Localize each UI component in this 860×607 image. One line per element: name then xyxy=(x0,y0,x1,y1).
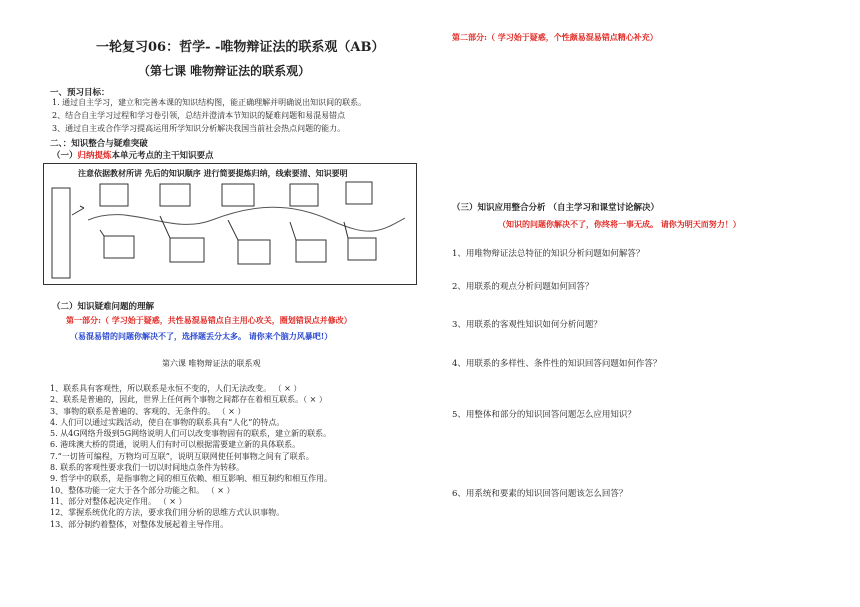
diagram-wave-line xyxy=(88,207,405,231)
diagram-box-top-1 xyxy=(100,184,128,206)
section2-heading: 二、：知识整合与疑难突破 xyxy=(50,139,148,149)
judgment-item: 1、联系具有客观性，所以联系是永恒不变的，人们无法改变。 （ × ） xyxy=(50,384,302,393)
section1-heading: 一、预习目标： xyxy=(50,88,110,98)
diagram-main-box xyxy=(52,188,70,278)
diagram-box-top-3 xyxy=(222,184,254,206)
diagram-arrow-head xyxy=(80,206,84,208)
sub1-highlight: 归纳提炼 xyxy=(77,151,112,161)
judgment-item: 3、事物的联系是普遍的、客观的、无条件的。 （ × ） xyxy=(50,406,246,416)
judgment-item: 7.“一切皆可编程，万物均可互联”，说明互联网使任何事物之间有了联系。 xyxy=(50,451,314,461)
diagram-box-bottom-1 xyxy=(104,236,134,258)
diagram-box-bottom-2 xyxy=(170,238,204,262)
diagram-connector xyxy=(100,230,104,236)
diagram-box-bottom-3 xyxy=(238,240,270,264)
sub1-rest: 本单元考点的主干知识要点 xyxy=(111,151,214,161)
judgment-item: 12、掌握系统优化的方法，要求我们用分析的思维方式认识事物。 xyxy=(50,508,285,518)
sub1-prefix: （一） xyxy=(52,151,78,161)
judgment-item: 4. 人们可以通过实践活动，使自在事物的联系具有“人化”的特点。 xyxy=(50,417,285,427)
part1-instruction: 第一部分:（ 学习始于疑惑，共性易混易错点自主用心攻关，圈划错误点并修改） xyxy=(66,315,352,325)
judgment-item: 6. 港珠澳大桥的贯通，说明人们有时可以根据需要建立新的具体联系。 xyxy=(50,440,301,450)
diagram-box-bottom-4 xyxy=(296,240,326,262)
diagram-box-top-5 xyxy=(346,182,372,204)
judgment-list xyxy=(50,383,332,530)
diagram-note: 注意依据教材所讲 先后的知识顺序 进行简要提炼归纳，线索要清、知识要明 xyxy=(78,168,348,178)
judgment-item: 11、部分对整体起决定作用。 （ × ） xyxy=(50,496,187,506)
page-subtitle: （第七课 唯物辩证法的联系观） xyxy=(138,64,311,78)
question-item: 1、用唯物辩证法总特征的知识分析问题如何解答？ xyxy=(452,249,645,259)
goal-item: 1. 通过自主学习，建立和完善本课的知识结构图，能正确理解并明确说出知识间的联系。 xyxy=(52,98,367,107)
judgment-item: 5. 从4G网络升级到5G网络说明人们可以改变事物固有的联系，建立新的联系。 xyxy=(50,429,332,439)
question-item: 4、用联系的多样性、条件性的知识回答问题如何作答？ xyxy=(452,359,662,369)
sub3-encouragement: （知识的问题你解决不了，你终将一事无成。 请你为明天而努力！） xyxy=(498,219,741,229)
goal-item: 3、通过自主或合作学习提高运用所学知识分析解决我国当前社会热点问题的能力。 xyxy=(52,124,346,133)
part1-encouragement: （易混易错的问题你解决不了，选择题丢分太多。 请你来个脑力风暴吧!） xyxy=(70,331,333,341)
question-item: 2、用联系的观点分析问题如何回答？ xyxy=(452,282,594,292)
question-item: 3、用联系的客观性知识如何分析问题？ xyxy=(452,320,602,330)
diagram-connector xyxy=(228,220,238,240)
sub3-heading: （三）知识应用整合分析 （自主学习和课堂讨论解决） xyxy=(452,203,659,213)
sub2-heading: （二）知识疑难问题的理解 xyxy=(52,302,155,312)
page-title: 一轮复习06：哲学- -唯物辩证法的联系观（AB） xyxy=(96,40,385,55)
judgment-item: 10、整体功能一定大于各个部分功能之和。 （ × ） xyxy=(50,485,235,495)
question-item: 6、用系统和要素的知识回答问题该怎么回答？ xyxy=(452,489,628,499)
diagram-box-bottom-5 xyxy=(348,238,376,260)
diagram-arrow xyxy=(72,208,84,215)
diagram-box-top-4 xyxy=(290,184,318,206)
judgment-item: 13、部分制约着整体，对整体发展起着主导作用。 xyxy=(50,519,229,529)
lesson-title: 第六课 唯物辩证法的联系观 xyxy=(162,359,261,368)
goal-item: 2、结合自主学习过程和学习卷引领，总结并澄清本节知识的疑难问题和易混易错点 xyxy=(52,111,346,120)
question-item: 5、用整体和部分的知识回答问题怎么应用知识？ xyxy=(452,410,636,420)
part2-instruction: 第二部分:（ 学习始于疑惑，个性颇易混易错点精心补充） xyxy=(452,32,658,42)
judgment-item: 8. 联系的客观性要求我们一切以时间地点条件为转移。 xyxy=(50,463,245,473)
judgment-item: 2、联系是普遍的，因此，世界上任何两个事物之间都存在着相互联系。（ × ） xyxy=(50,395,327,405)
judgment-item: 9. 哲学中的联系，是指事物之间的相互依赖、相互影响、相互制约和相互作用。 xyxy=(50,474,333,484)
diagram-connector xyxy=(290,222,296,240)
diagram-box-top-2 xyxy=(160,184,190,206)
diagram-connector xyxy=(344,222,348,238)
diagram-connector xyxy=(160,216,170,238)
